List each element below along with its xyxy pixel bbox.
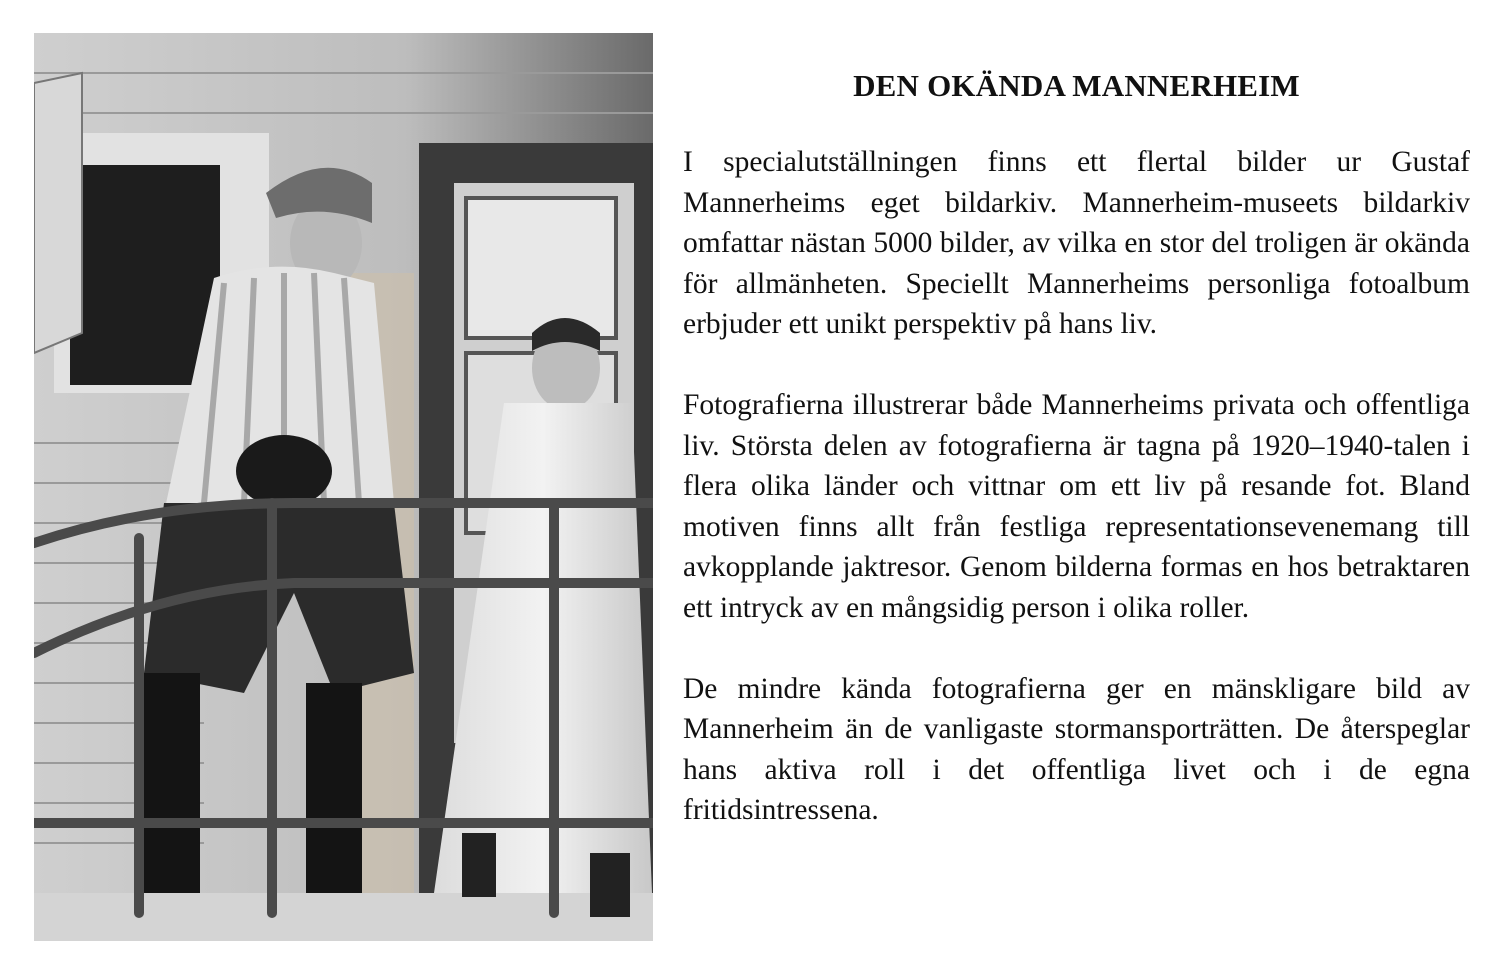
paragraph-1: I specialutställningen finns ett flertal bilder ur Gustaf Mannerheims eget bildarkiv. Mannerheim-museets bildarkiv omfattar nästan 5000 bilder, av vilka en stor del troligen är okända för allmänheten. Speciellt Mannerheims personliga fotoalbum erbjuder ett unikt perspektiv på hans liv. [683, 146, 1470, 341]
text-column [683, 66, 1470, 871]
paragraph-2: Fotografierna illustrerar både Mannerheims privata och offentliga liv. Största delen av fotografierna är tagna på 1920–1940-talen i flera olika länder och vittnar om ett liv på resande fot. Bland motiven finns allt från festliga representationsevenemang till avkopplande jaktresor. Genom bilderna formas en hos betraktaren ett intryck av en mångsidig person i olika roller. [683, 388, 1470, 624]
photograph-man-and-woman-on-porch [34, 33, 653, 941]
paragraph-3: De mindre kända fotografierna ger en mänskligare bild av Mannerheim än de vanligaste stormansporträtten. De återspeglar hans aktiva roll i det offentliga livet och i de egna fritidsintressena. [683, 672, 1470, 827]
window-opening [70, 165, 220, 385]
page-title: DEN OKÄNDA MANNERHEIM [853, 68, 1300, 103]
